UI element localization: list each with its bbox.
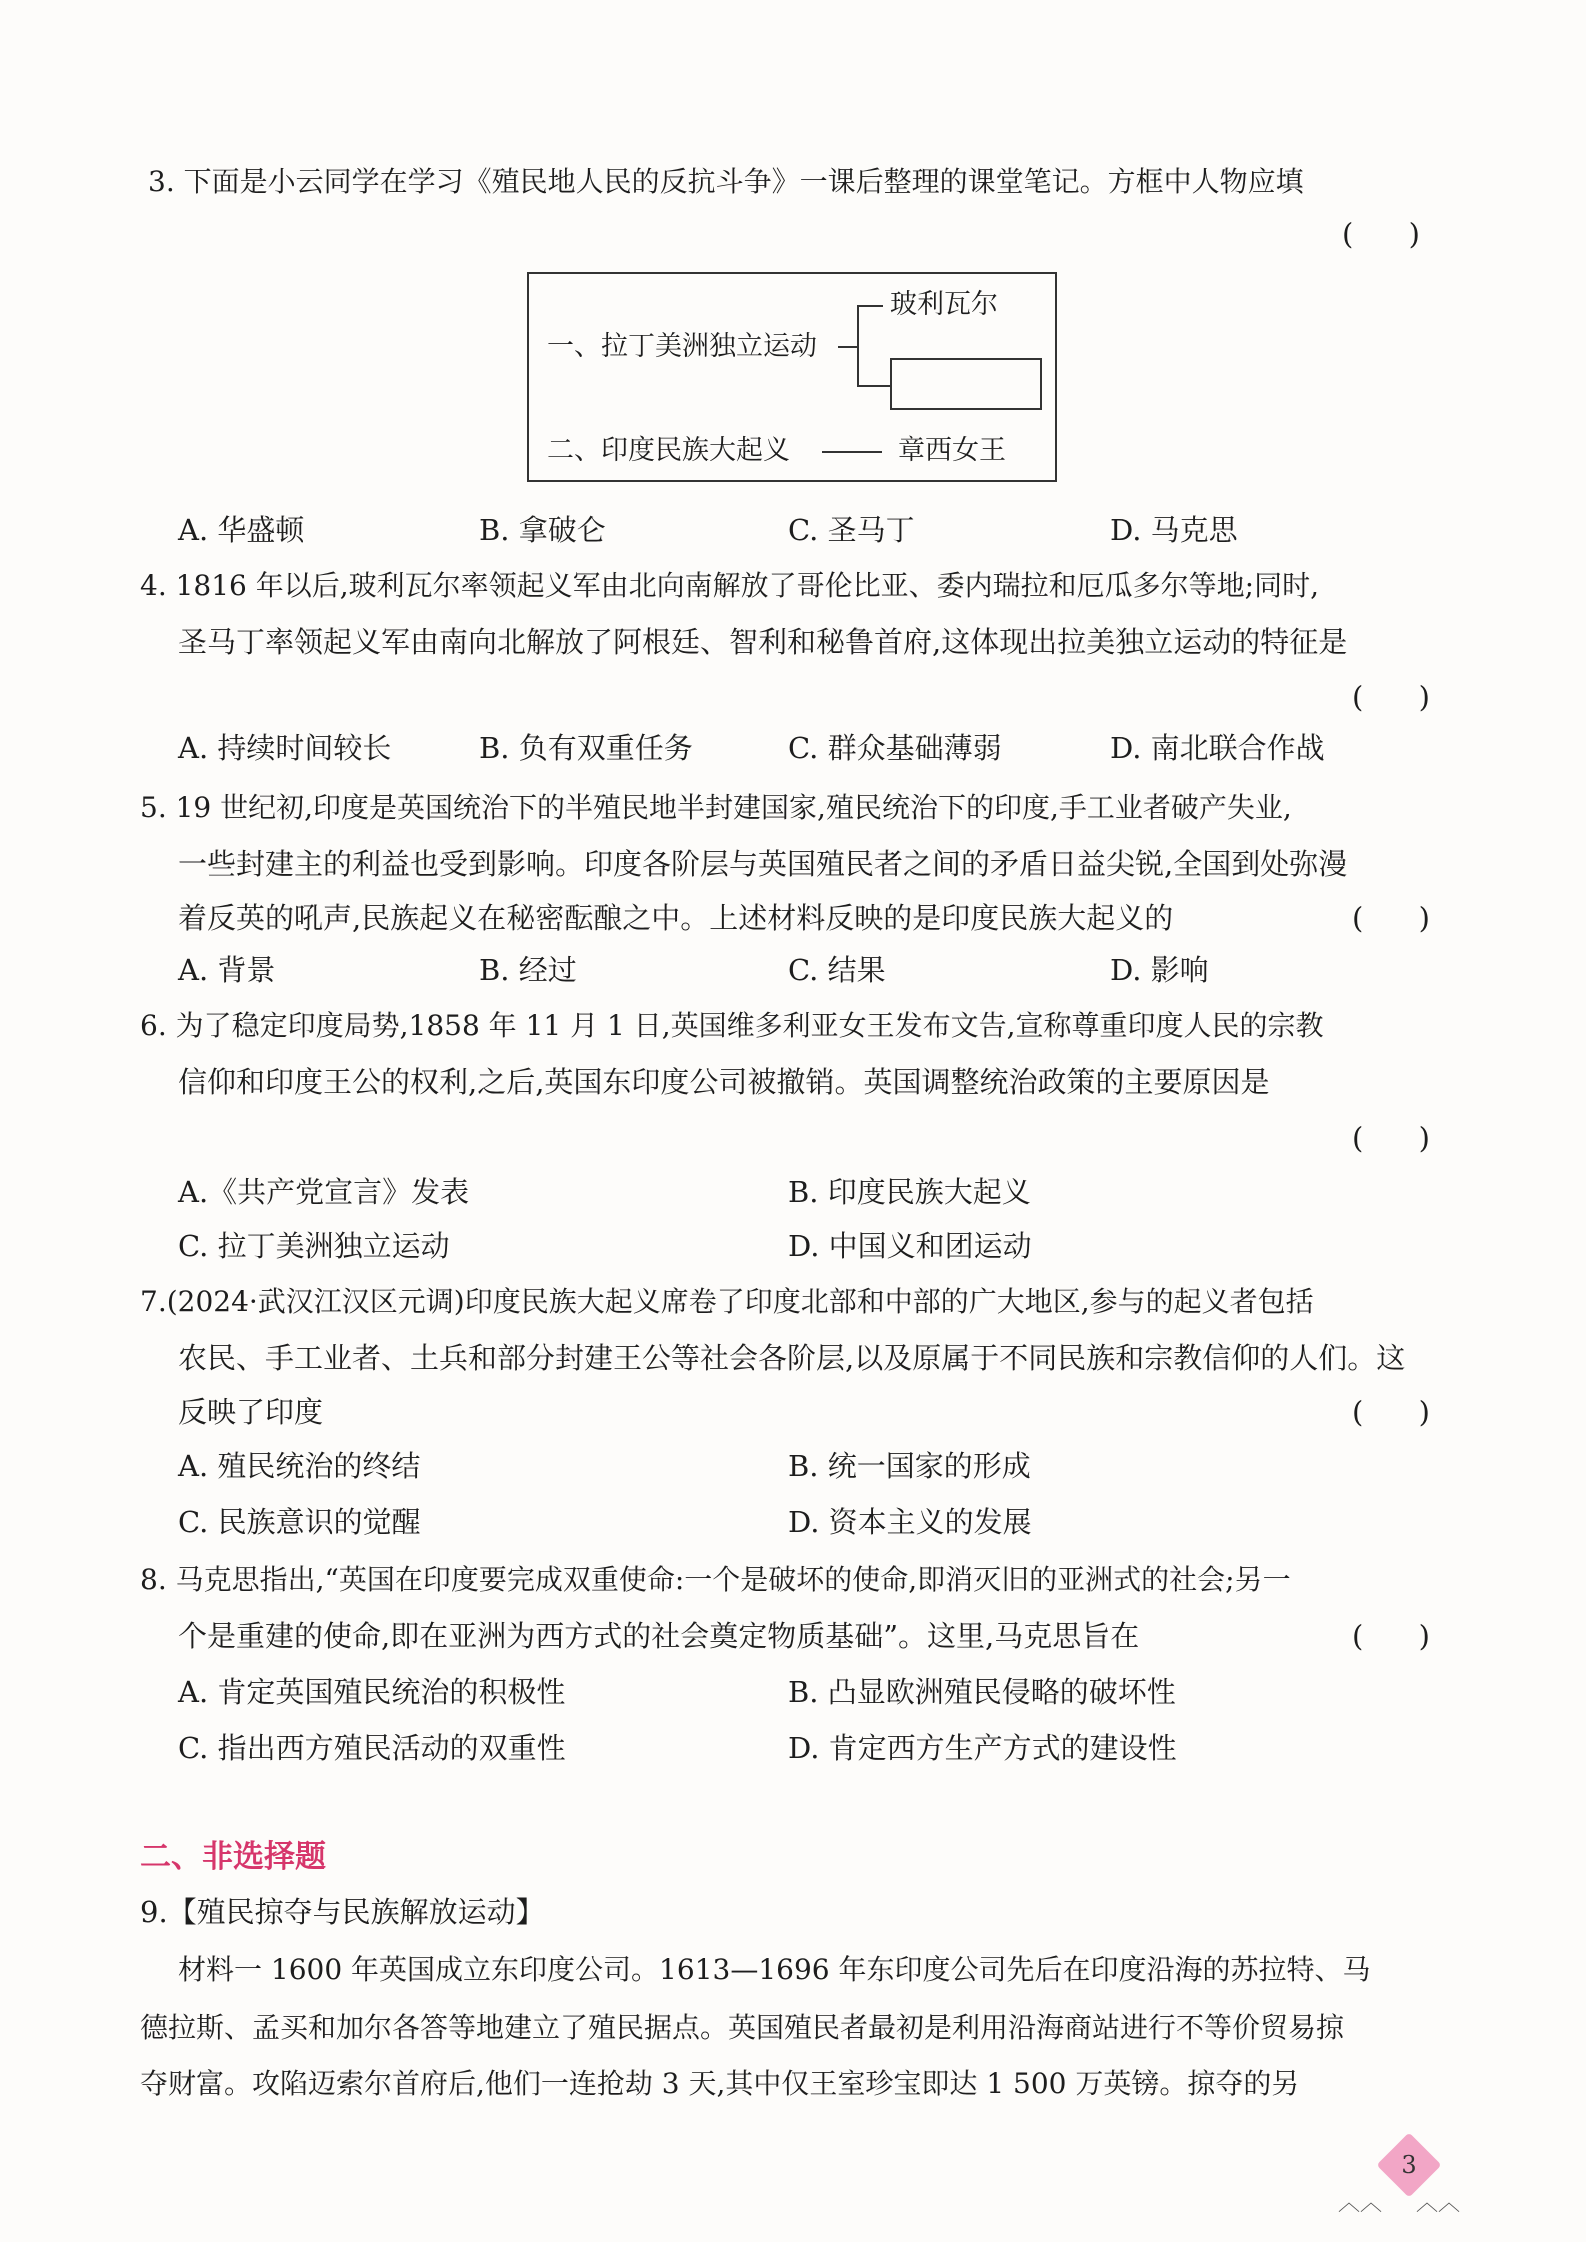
q5-option-b[interactable]: B. 经过 [479,953,577,987]
q4-line-2: 圣马丁率领起义军由南向北解放了阿根廷、智利和秘鲁首府,这体现出拉美独立运动的特征是 [178,625,1348,659]
q5-option-a[interactable]: A. 背景 [178,953,276,987]
q3-option-b[interactable]: B. 拿破仑 [479,513,606,547]
q7-option-a[interactable]: A. 殖民统治的终结 [178,1449,421,1483]
q4-answer-paren: ( ) [1352,680,1430,714]
q6-option-c[interactable]: C. 拉丁美洲独立运动 [178,1229,450,1263]
q7-answer-paren: ( ) [1352,1395,1430,1429]
q9-line-3: 夺财富。攻陷迈索尔首府后,他们一连抢劫 3 天,其中仅王室珍宝即达 1 500 万英镑。掠夺的另 [140,2067,1300,2100]
section-heading-non-choice: 二、非选择题 [140,1839,326,1875]
q6-option-b[interactable]: B. 印度民族大起义 [788,1175,1031,1209]
notes-line-2: 二、印度民族大起义 [547,435,790,466]
q3-stem: 3. 下面是小云同学在学习《殖民地人民的反抗斗争》一课后整理的课堂笔记。方框中人物应填 [148,165,1304,198]
q6-line-2: 信仰和印度王公的权利,之后,英国东印度公司被撤销。英国调整统治政策的主要原因是 [178,1065,1270,1099]
q8-answer-paren: ( ) [1352,1619,1430,1653]
q3-answer-paren: ( ) [1342,217,1420,251]
q8-option-a[interactable]: A. 肯定英国殖民统治的积极性 [178,1675,566,1709]
notes-bracket-stem [838,346,857,348]
chevron-left-icon: ︿︿ [1338,2191,1383,2216]
q6-option-a[interactable]: A.《共产党宣言》发表 [178,1175,470,1209]
q6-answer-paren: ( ) [1352,1121,1430,1155]
q6-option-d[interactable]: D. 中国义和团运动 [788,1229,1032,1263]
q5-line-3: 着反英的吼声,民族起义在秘密酝酿之中。上述材料反映的是印度民族大起义的 [178,901,1174,935]
q8-option-b[interactable]: B. 凸显欧洲殖民侵略的破坏性 [788,1675,1176,1709]
q5-option-d[interactable]: D. 影响 [1110,953,1209,987]
notes-bracket-top [857,305,883,307]
q8-option-c[interactable]: C. 指出西方殖民活动的双重性 [178,1731,566,1765]
page-number: 3 [1401,2151,1417,2179]
q7-option-d[interactable]: D. 资本主义的发展 [788,1505,1032,1539]
q9-line-2: 德拉斯、孟买和加尔各答等地建立了殖民据点。英国殖民者最初是利用沿海商站进行不等价贸易掠 [140,2011,1345,2044]
q6-line-1: 6. 为了稳定印度局势,1858 年 11 月 1 日,英国维多利亚女王发布文告,宣称尊重印度人民的宗教 [140,1009,1324,1042]
q7-line-2: 农民、手工业者、土兵和部分封建王公等社会各阶层,以及原属于不同民族和宗教信仰的人们。这 [178,1341,1406,1375]
q4-option-a[interactable]: A. 持续时间较长 [178,731,392,765]
q8-line-1: 8. 马克思指出,“英国在印度要完成双重使命:一个是破坏的使命,即消灭旧的亚洲式的社会;另一 [140,1563,1291,1596]
q7-option-b[interactable]: B. 统一国家的形成 [788,1449,1031,1483]
q9-title: 9.【殖民掠夺与民族解放运动】 [140,1895,545,1929]
chevron-right-icon: ︿︿ [1416,2191,1461,2216]
notes-line-2-right: 章西女王 [898,435,1006,466]
q4-option-c[interactable]: C. 群众基础薄弱 [788,731,1002,765]
q3-option-d[interactable]: D. 马克思 [1110,513,1238,547]
notes-blank-box [890,358,1042,410]
q8-line-2: 个是重建的使命,即在亚洲为西方式的社会奠定物质基础”。这里,马克思旨在 [178,1619,1140,1653]
q4-option-b[interactable]: B. 负有双重任务 [479,731,693,765]
q5-line-2: 一些封建主的利益也受到影响。印度各阶层与英国殖民者之间的矛盾日益尖锐,全国到处弥漫 [178,847,1348,881]
q7-line-1: 7.(2024·武汉江汉区元调)印度民族大起义席卷了印度北部和中部的广大地区,参与的起义者包括 [140,1285,1314,1318]
notes-line-1: 一、拉丁美洲独立运动 [547,331,817,362]
notes-bracket-bottom [857,385,890,387]
notes-dash [822,451,882,453]
q3-option-a[interactable]: A. 华盛顿 [178,513,305,547]
q7-line-3: 反映了印度 [178,1395,324,1429]
notes-bracket [857,305,859,385]
q9-line-1: 材料一 1600 年英国成立东印度公司。1613—1696 年东印度公司先后在印度沿海的苏拉特、马 [178,1953,1371,1986]
q3-option-c[interactable]: C. 圣马丁 [788,513,915,547]
q7-option-c[interactable]: C. 民族意识的觉醒 [178,1505,421,1539]
q4-option-d[interactable]: D. 南北联合作战 [1110,731,1325,765]
q5-line-1: 5. 19 世纪初,印度是英国统治下的半殖民地半封建国家,殖民统治下的印度,手工业者破产失业, [140,791,1292,824]
q5-option-c[interactable]: C. 结果 [788,953,886,987]
q8-option-d[interactable]: D. 肯定西方生产方式的建设性 [788,1731,1177,1765]
q4-line-1: 4. 1816 年以后,玻利瓦尔率领起义军由北向南解放了哥伦比亚、委内瑞拉和厄瓜多尔等地;同时, [140,569,1320,602]
notes-branch-top: 玻利瓦尔 [890,289,998,320]
q5-answer-paren: ( ) [1352,901,1430,935]
